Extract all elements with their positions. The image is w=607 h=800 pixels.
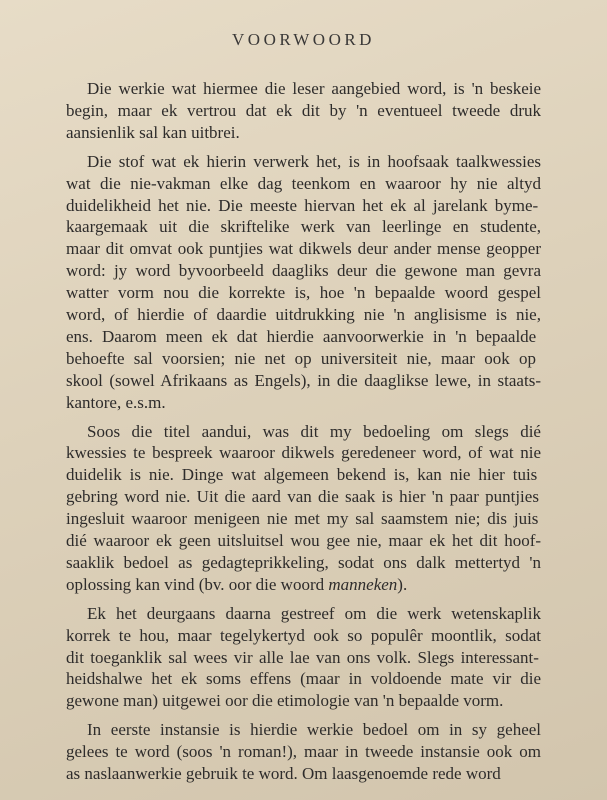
page-title: VOORWOORD <box>232 30 375 49</box>
text-line: as naslaanwerkie gebruik te word. Om laasgenoemde rede word <box>66 764 501 783</box>
text-line: maar dit omvat ook puntjies wat dikwels deur ander mense geopper <box>66 239 542 259</box>
text-line: word, of hierdie of daardie uitdrukking nie 'n anglisisme is nie, <box>66 305 541 324</box>
text-line: aansienlik sal kan uitbrei. <box>66 122 240 142</box>
text-line: ingesluit waaroor menigeen nie met my sal saamstem nie; dis juis <box>66 509 539 529</box>
text-line: watter vorm nou die korrekte is, hoe 'n bepaalde woord gespel <box>66 283 542 303</box>
text-line: Die stof wat ek hierin verwerk het, is in hoofsaak taalkwessies <box>87 151 542 171</box>
text-line: skool (sowel Afrikaans as Engels), in die daaglikse lewe, in staats- <box>66 370 541 390</box>
text-line: Ek het deurgaans daarna gestreef om die werk wetenskaplik <box>87 603 542 623</box>
text-line: dié waaroor ek geen uitsluitsel wou gee nie, maar ek het dit hoof- <box>66 531 542 550</box>
text-line: oplossing kan vind (bv. oor die woord manneken). <box>66 574 408 594</box>
text-line: korrek te hou, maar tegelykertyd ook so populêr moontlik, sodat <box>66 625 542 645</box>
text-line: kantore, e.s.m. <box>66 392 166 412</box>
text-line: heidshalwe het ek soms effens (maar in voldoende mate vir die <box>66 669 542 689</box>
text-line: behoefte sal voorsien; nie net op universiteit nie, maar ook op <box>66 348 536 368</box>
text-line: Soos die titel aandui, was dit my bedoeling om slegs dié <box>87 421 541 441</box>
text-line: wat die nie-vakman elke dag teenkom en waaroor hy nie altyd <box>66 173 541 193</box>
text-line: In eerste instansie is hierdie werkie bedoel om in sy geheel <box>87 720 542 740</box>
text-line: gelees te word (soos 'n roman!), maar in tweede instansie ook om <box>66 742 541 762</box>
text-line: gebring word nie. Uit die aard van die saak is hier 'n paar puntjies <box>66 487 539 507</box>
text-line: dit toeganklik sal wees vir alle lae van ons volk. Slegs interessant- <box>66 647 539 667</box>
text-line: word: jy word byvoorbeeld daagliks deur die gewone man gevra <box>66 261 542 281</box>
text-line: duidelikheid het nie. Die meeste hiervan het ek al jarelank byme- <box>66 195 539 215</box>
text-line: Die werkie wat hiermee die leser aangebied word, is 'n beskeie <box>87 79 542 98</box>
text-line: kaargemaak uit die skriftelike werk van leerlinge en studente, <box>66 217 542 237</box>
text-line: duidelik is nie. Dinge wat algemeen bekend is, kan nie hier tuis <box>66 465 538 485</box>
italic-term: manneken <box>328 574 398 594</box>
text-line: kwessies te bespreek waaroor dikwels geredeneer word, of wat nie <box>66 443 542 463</box>
text-line: ens. Daarom meen ek dat hierdie aanvoorwerkie in 'n bepaalde <box>66 326 537 346</box>
text-line: begin, maar ek vertrou dat ek dit by 'n eventueel tweede druk <box>66 100 542 120</box>
text-line: gewone man) uitgewei oor die etimologie van 'n bepaalde vorm. <box>66 691 504 711</box>
text-line: saaklik bedoel as gedagteprikkeling, sodat ons dalk mettertyd 'n <box>66 552 541 572</box>
